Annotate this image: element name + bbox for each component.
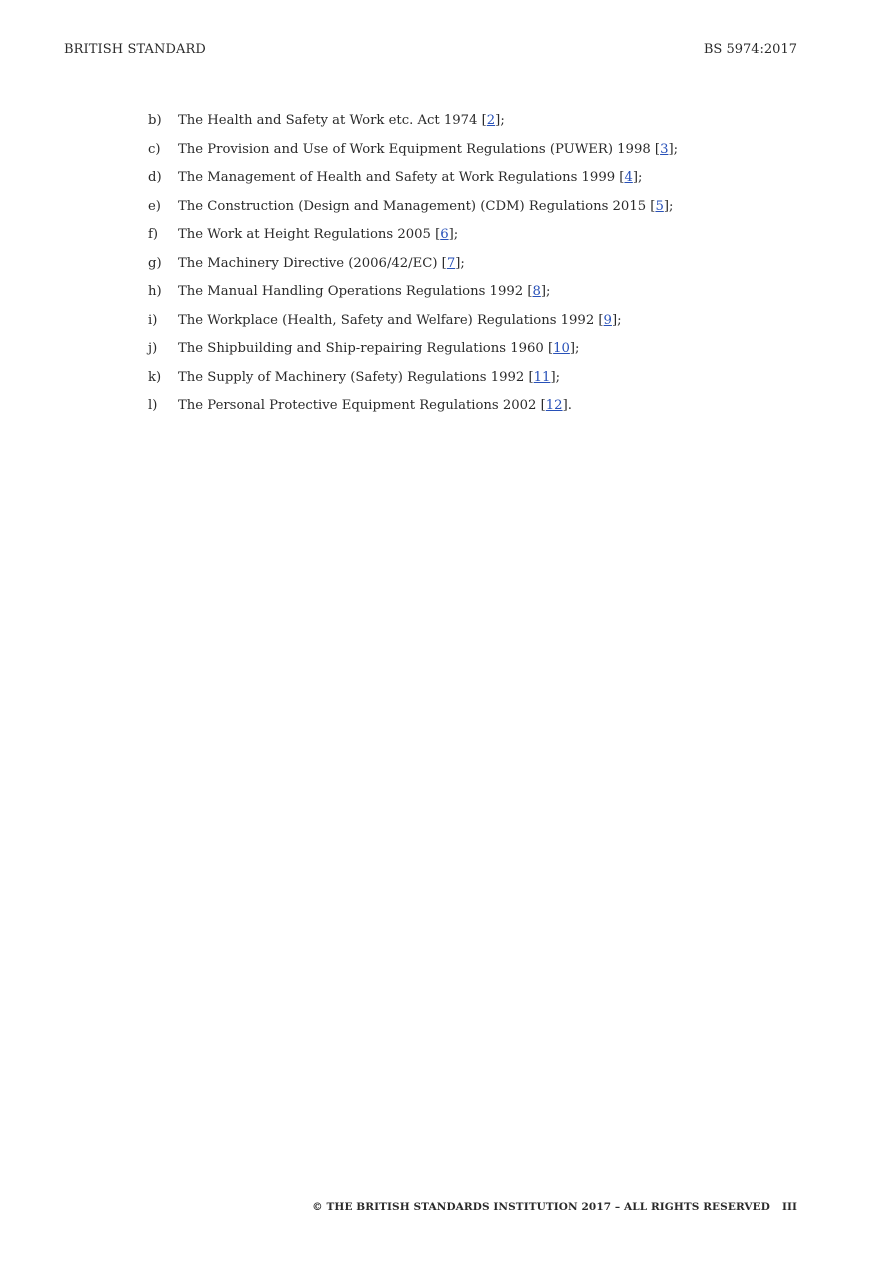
list-item-text: The Machinery Directive (2006/42/EC) [7]; (178, 255, 465, 271)
list-item-letter: c) (148, 141, 161, 157)
list-item-text: The Workplace (Health, Safety and Welfare) Regulations 1992 [9]; (178, 312, 622, 328)
list-item (148, 111, 678, 140)
list-item-text: The Construction (Design and Management) (CDM) Regulations 2015 [5]; (178, 198, 674, 214)
list-item-letter: e) (148, 198, 161, 214)
list-item (148, 140, 678, 169)
page-number: III (781, 1201, 797, 1213)
list-item-text: The Health and Safety at Work etc. Act 1974 [2]; (178, 113, 505, 128)
list-item (148, 311, 678, 340)
list-item-text: The Supply of Machinery (Safety) Regulations 1992 [11]; (178, 369, 561, 385)
reference-link[interactable]: 10 (553, 341, 570, 356)
list-item-text: The Personal Protective Equipment Regulations 2002 [12]. (178, 398, 572, 413)
list-item (148, 197, 678, 226)
reference-link[interactable]: 11 (533, 369, 551, 385)
header-standard-label: BRITISH STANDARD (64, 42, 206, 57)
list-item-text: The Work at Height Regulations 2005 [6]; (178, 227, 459, 242)
list-item-letter: i) (148, 312, 158, 328)
list-item-letter: l) (148, 398, 158, 413)
list-item-letter: d) (148, 170, 162, 185)
reference-link[interactable]: 7 (446, 255, 456, 271)
list-item-letter: g) (148, 255, 162, 271)
list-item (148, 225, 678, 254)
list-item-letter: k) (148, 369, 162, 385)
header-standard-number: BS 5974:2017 (703, 42, 797, 57)
reference-link[interactable]: 2 (486, 113, 496, 128)
reference-link[interactable]: 5 (655, 198, 664, 214)
list-item (148, 396, 678, 425)
reference-link[interactable]: 4 (624, 170, 633, 185)
list-item-text: The Management of Health and Safety at Work Regulations 1999 [4]; (178, 170, 643, 185)
list-item-text: The Manual Handling Operations Regulations 1992 [8]; (178, 284, 551, 299)
list-item (148, 368, 678, 397)
page-footer (312, 1201, 797, 1213)
list-item (148, 168, 678, 197)
footer-copyright: © THE BRITISH STANDARDS INSTITUTION 2017 – ALL RIGHTS RESERVED (312, 1201, 770, 1213)
list-item (148, 254, 678, 283)
reference-link[interactable]: 8 (532, 284, 541, 299)
list-item-letter: f) (148, 227, 159, 242)
list-item (148, 282, 678, 311)
list-item (148, 339, 678, 368)
list-item-text: The Shipbuilding and Ship-repairing Regulations 1960 [10]; (178, 341, 580, 356)
list-item-letter: j) (148, 341, 158, 356)
regulations-list (148, 111, 678, 425)
reference-link[interactable]: 6 (440, 227, 449, 242)
reference-link[interactable]: 3 (660, 141, 669, 157)
list-item-text: The Provision and Use of Work Equipment Regulations (PUWER) 1998 [3]; (178, 141, 679, 157)
list-item-letter: b) (148, 113, 162, 128)
reference-link[interactable]: 9 (603, 312, 612, 328)
reference-link[interactable]: 12 (545, 398, 563, 413)
list-item-letter: h) (148, 284, 162, 299)
